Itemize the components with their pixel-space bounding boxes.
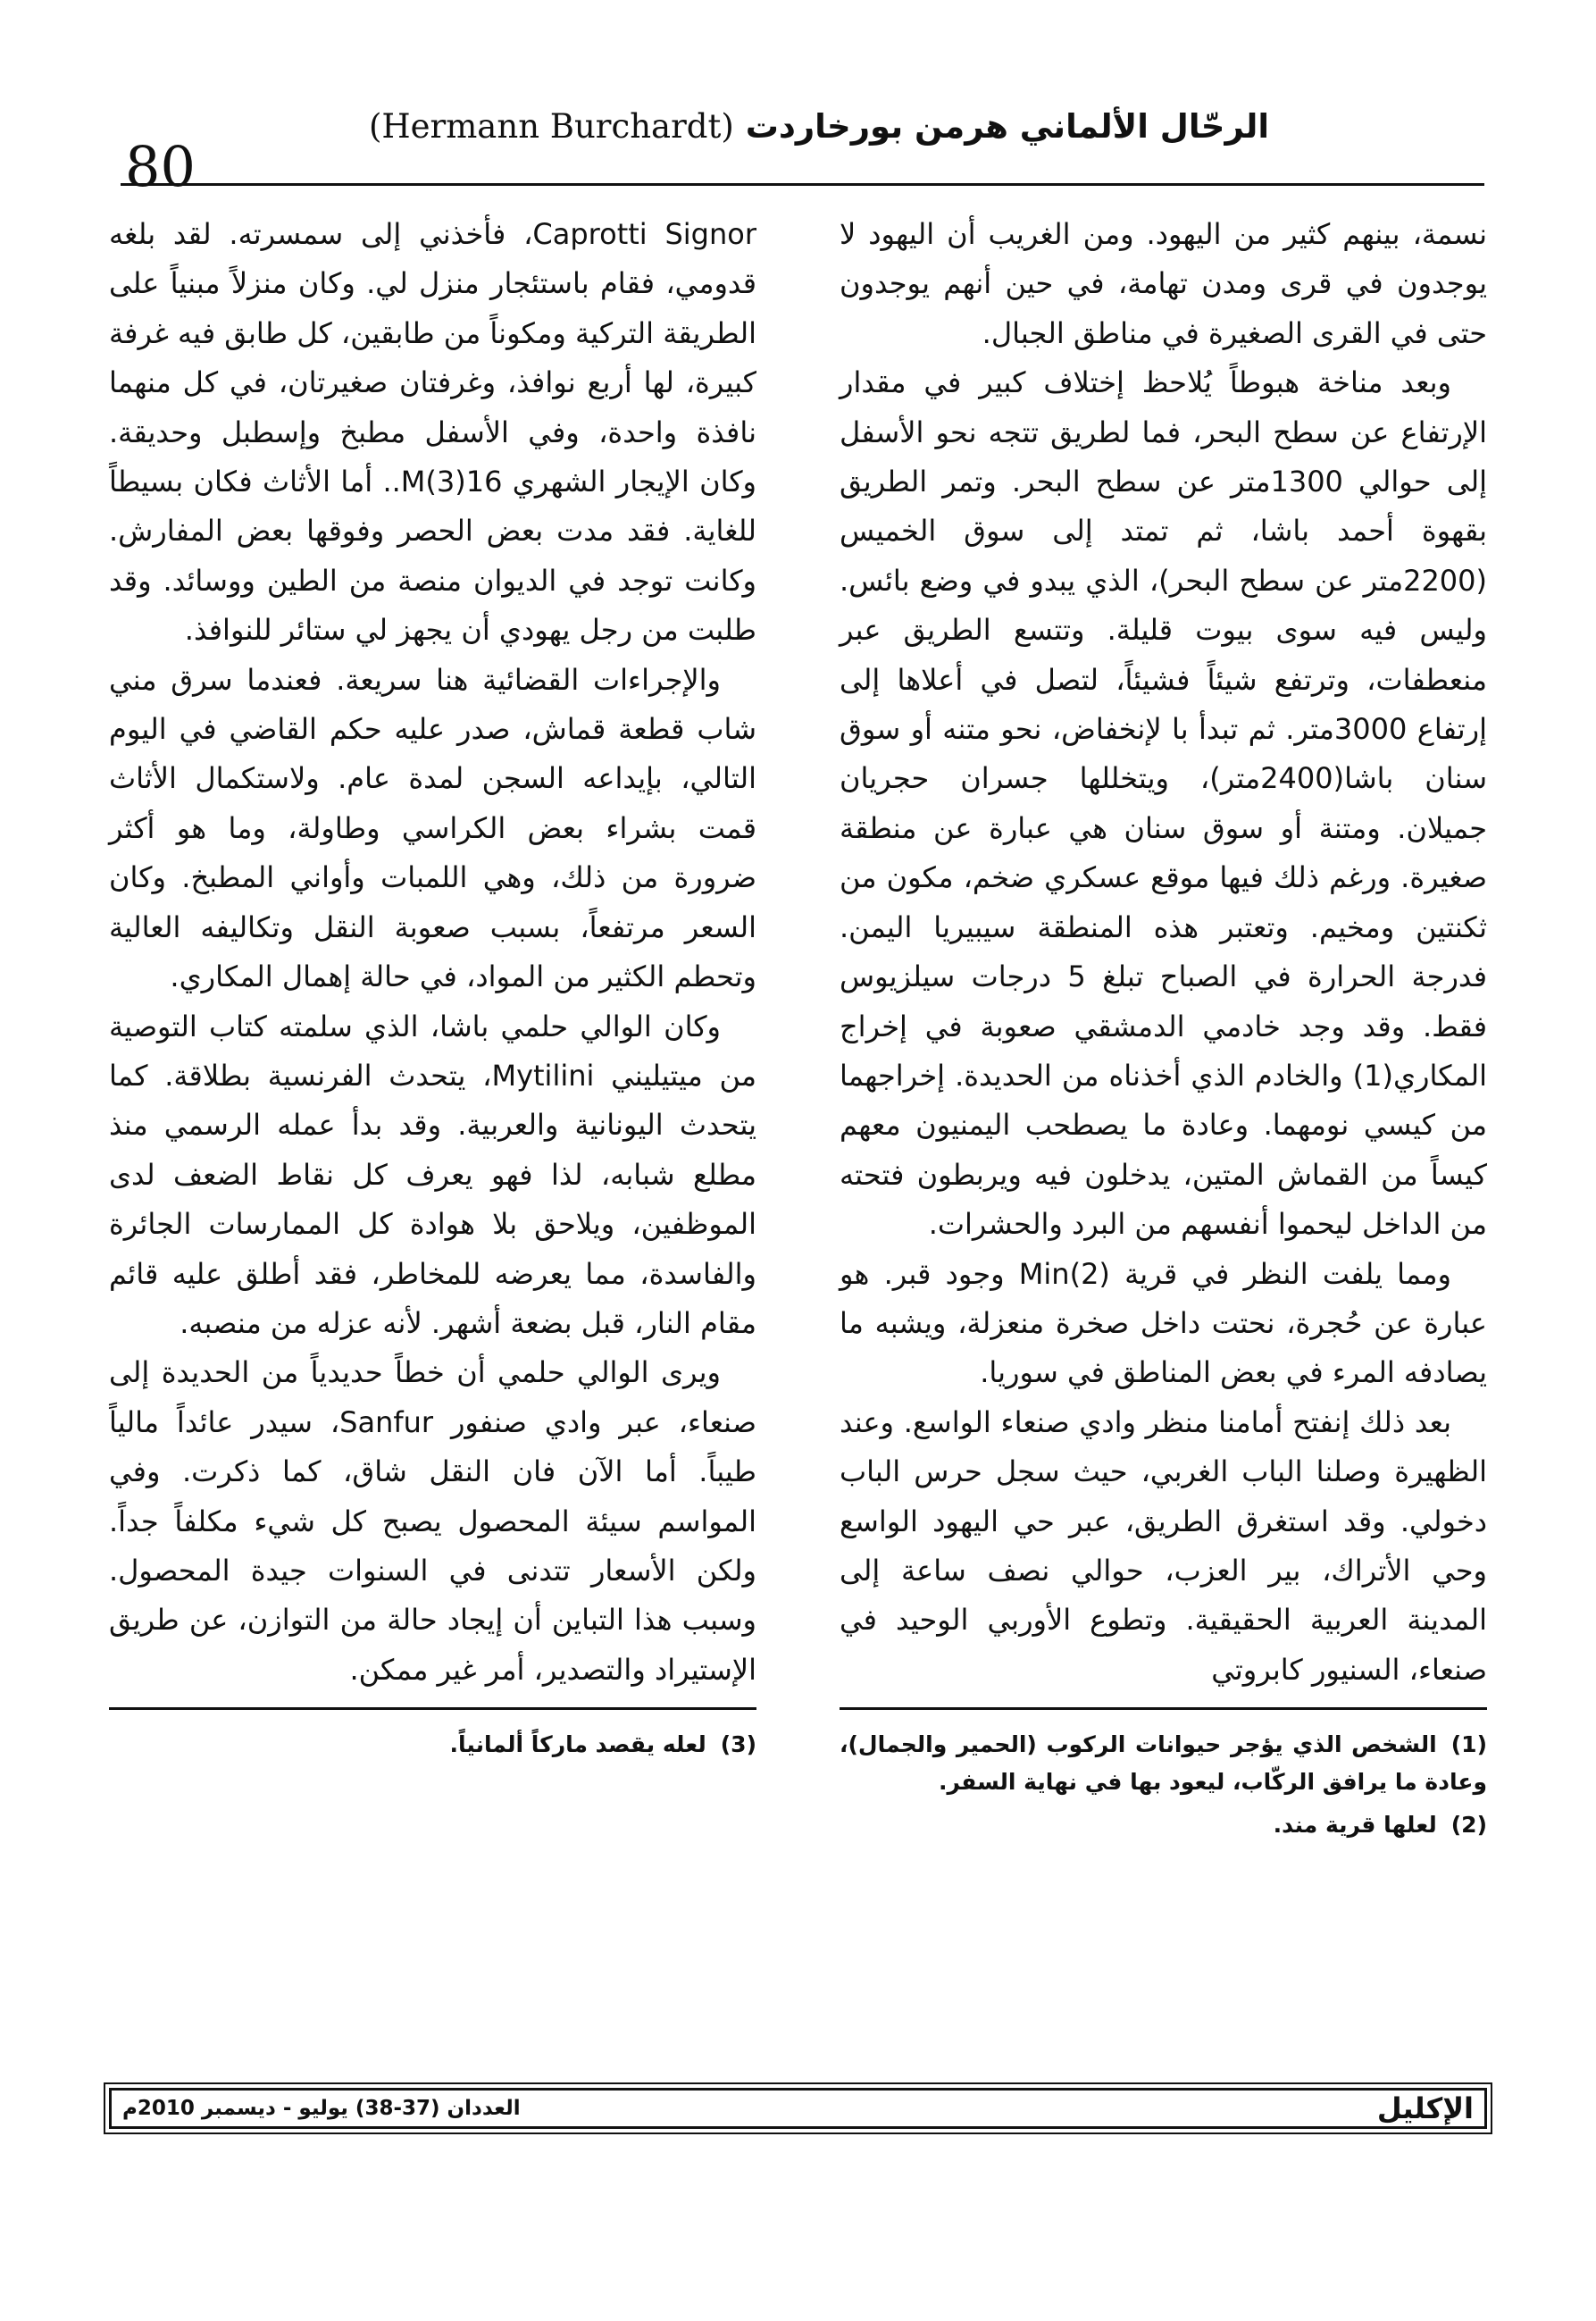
- footnote-3-text: لعله يقصد ماركاً ألمانياً.: [449, 1731, 706, 1758]
- left-paragraph-3: وكان الوالي حلمي باشا، الذي سلمته كتاب التوصية من ميتيليني Mytilini، يتحدث الفرنسية بطلاقة. كما يتحدث اليونانية والعربية. وقد بدأ عمله الرسمي منذ مطلع شبابه، لذا فهو يعرف كل نقاط الضعف لدى الموظفين، ويلاحق بلا هوادة كل الممارسات الجائرة والفاسدة، مما يعرضه للمخاطر، فقد أطلق عليه قائم مقام النار، قبل بضعة أشهر. لأنه عزله من منصبه.: [109, 1009, 757, 1340]
- right-paragraph-3: ومما يلفت النظر في قرية Min(2) وجود قبر. هو عبارة عن حُجرة، نحتت داخل صخرة منعزلة، ويشبه ما يصادفه المرء في بعض المناطق في سوريا.: [840, 1256, 1487, 1390]
- header-title-arabic: الرحّال الألماني هرمن بورخاردت: [745, 107, 1270, 146]
- page-number: 80: [125, 134, 196, 199]
- footnote-2: [840, 1806, 1487, 1844]
- footnote-3-mark: (3): [720, 1731, 756, 1758]
- left-paragraph-1: Caprotti Signor، فأخذني إلى سمسرته. لقد بلغه قدومي، فقام باستئجار منزل لي. وكان منزلاً مبنياً على الطريقة التركية ومكوناً من طابقين، كل طابق فيه غرفة كبيرة، لها أربع نوافذ، وغرفتان صغيرتان، في كل منهما نافذة واحدة، وفي الأسفل مطبخ وإسطبل وحديقة. وكان الإيجار الشهري M(3)16.. أما الأثاث فكان بسيطاً للغاية. فقد مدت بعض الحصر وفوقها بعض المفارش. وكانت توجد في الديوان منصة من الطين ووسائد. وقد طلبت من رجل يهودي أن يجهز لي ستائر للنوافذ.: [108, 217, 757, 648]
- footer-issue: العددان (37-38) يوليو - ديسمبر 2010م: [122, 2097, 521, 2120]
- right-paragraph-2: وبعد مناخة هبوطاً يُلاحظ إختلاف كبير في مقدار الإرتفاع عن سطح البحر، فما لطريق تتجه نحو الأسفل إلى حوالي 1300متر عن سطح البحر. وتمر الطريق بقهوة أحمد باشا، ثم تمتد إلى سوق الخميس (2200متر عن سطح البحر)، الذي يبدو في وضع بائس. وليس فيه سوى بيوت قليلة. وتتسع الطريق عبر منعطفات، وترتفع شيئاً فشيئاً، لتصل في أعلاها إلى إرتفاع 3000متر. ثم تبدأ با لإنخفاض، نحو متنه أو سوق سنان باشا(2400متر)، ويتخللها جسران حجريان جميلان. ومتنة أو سوق سنان هي عبارة عن منطقة صغيرة. ورغم ذلك فيها موقع عسكري ضخم، مكون من ثكنتين ومخيم. وتعتبر هذه المنطقة سيبيريا اليمن. فدرجة الحرارة في الصباح تبلغ 5 درجات سيلزيوس فقط. وقد وجد خادمي الدمشقي صعوبة في إخراج المكاري(1) والخادم الذي أخذناه من الحديدة. إخراجهما من كيسي نومهما. وعادة ما يصطحب اليمنيون معهم كيساً من القماش المتين، يدخلون فيه ويربطون فتحته من الداخل ليحموا أنفسهم من البرد والحشرات.: [840, 365, 1488, 1242]
- footer-journal-name: الإكليل: [1376, 2091, 1474, 2125]
- right-column: [840, 210, 1487, 1849]
- footer-box: [109, 2088, 1487, 2129]
- footnote-2-text: لعلها قرية مند.: [1273, 1812, 1437, 1839]
- right-footnote-rule: [840, 1707, 1487, 1710]
- right-paragraph-4: بعد ذلك إنفتح أمامنا منظر وادي صنعاء الواسع. وعند الظهيرة وصلنا الباب الغربي، حيث سجل حرس الباب دخولي. وقد استغرق الطريق، عبر حي اليهود الواسع وحي الأتراك، بير العزب، حوالي نصف ساعة إلى المدينة العربية الحقيقية. وتطوع الأوربي الوحيد في صنعاء، السنيور كابروتي: [840, 1404, 1487, 1687]
- footnote-2-mark: (2): [1450, 1812, 1487, 1839]
- left-paragraph-4: ويرى الوالي حلمي أن خطاً حديدياً من الحديدة إلى صنعاء، عبر وادي صنفور Sanfur، سيدر عائداً مالياً طيباً. أما الآن فان النقل شاق، كما ذكرت. وفي المواسم سيئة المحصول يصبح كل شيء مكلفاً جداً. ولكن الأسعار تتدنى في السنوات جيدة المحصول. وسبب هذا التباين أن إيجاد حالة من التوازن، عن طريق الإستيراد والتصدير، أمر غير ممكن.: [109, 1355, 756, 1687]
- footnote-1-text: الشخص الذي يؤجر حيوانات الركوب (الحمير والجمال)، وعادة ما يرافق الركّاب، ليعود بها في نهاية السفر.: [840, 1731, 1487, 1796]
- left-column: [109, 210, 756, 1769]
- left-paragraph-2: والإجراءات القضائية هنا سريعة. فعندما سرق مني شاب قطعة قماش، صدر عليه حكم القاضي في اليوم التالي، بإيداعه السجن لمدة عام. ولاستكمال الأثاث قمت بشراء بعض الكراسي وطاولة، وما هو أكثر ضرورة من ذلك، وهي اللمبات وأواني المطبخ. وكان السعر مرتفعاً، بسبب صعوبة النقل وتكاليفه العالية وتحطم الكثير من المواد، في حالة إهمال المكاري.: [109, 662, 756, 994]
- left-footnote-rule: [109, 1707, 756, 1710]
- footnote-1: [840, 1726, 1487, 1801]
- running-header: [176, 107, 1462, 146]
- header-title-latin: (Hermann Burchardt): [368, 107, 734, 146]
- footnote-1-mark: (1): [1450, 1731, 1487, 1758]
- footnote-3: [109, 1726, 756, 1764]
- right-paragraph-1: نسمة، بينهم كثير من اليهود. ومن الغريب أن اليهود لا يوجدون في قرى ومدن تهامة، في حين أنهم يوجدون حتى في القرى الصغيرة في مناطق الجبال.: [840, 217, 1487, 350]
- header-rule: [121, 183, 1484, 186]
